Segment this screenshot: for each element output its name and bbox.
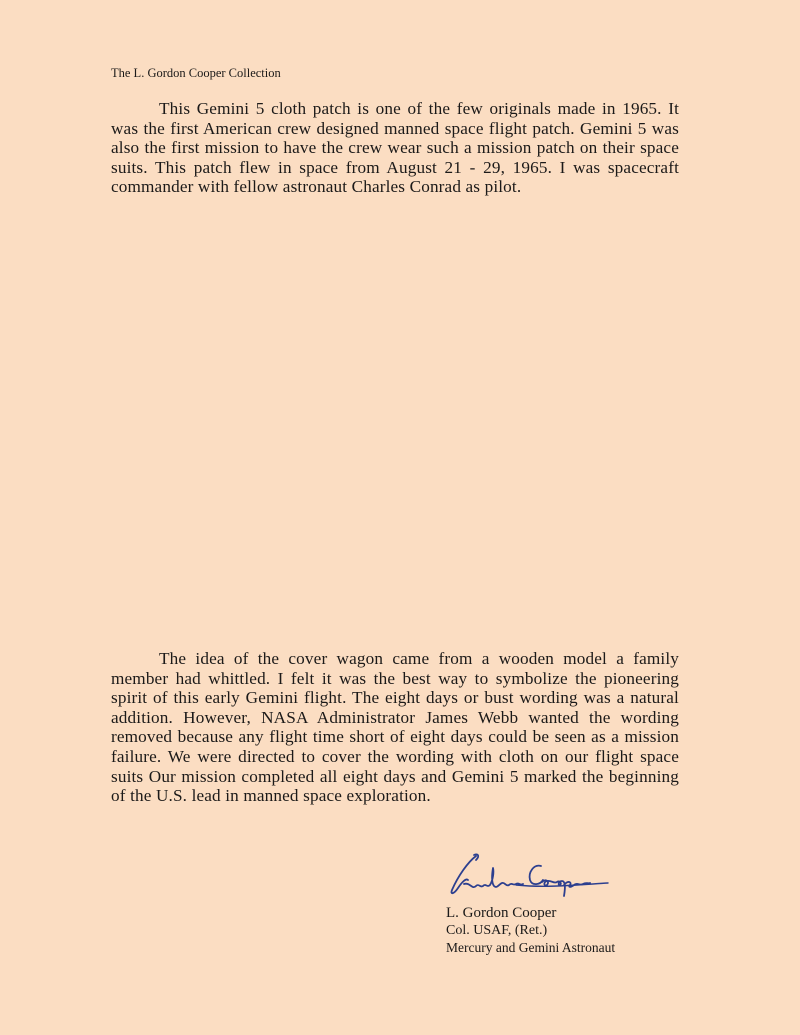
signature-drawing (446, 852, 614, 902)
signer-rank: Col. USAF, (Ret.) (446, 923, 548, 938)
signature-block (446, 904, 615, 956)
signer-name: L. Gordon Cooper (446, 905, 557, 921)
collection-header: The L. Gordon Cooper Collection (111, 66, 281, 80)
body-paragraph-2: The idea of the cover wagon came from a wooden model a family member had whittled. I felt it was the best way to symbolize the pioneering spirit of this early Gemini flight. The eight days or bust wording was a natural addition. However, NASA Administrator James Webb wanted the wording removed because any flight time short of eight days could be seen as a mission failure. We were directed to cover the wording with cloth on our flight space suits Our mission completed all eight days and Gemini 5 marked the beginning of the U.S. lead in manned space exploration. (111, 649, 679, 806)
body-paragraph-1: This Gemini 5 cloth patch is one of the few originals made in 1965. It was the first American crew designed manned space flight patch. Gemini 5 was also the first mission to have the crew wear such a mission patch on their space suits. This patch flew in space from August 21 - 29, 1965. I was spacecraft commander with fellow astronaut Charles Conrad as pilot. (111, 99, 679, 197)
signer-title: Mercury and Gemini Astronaut (446, 940, 616, 955)
handwritten-signature (446, 852, 614, 902)
